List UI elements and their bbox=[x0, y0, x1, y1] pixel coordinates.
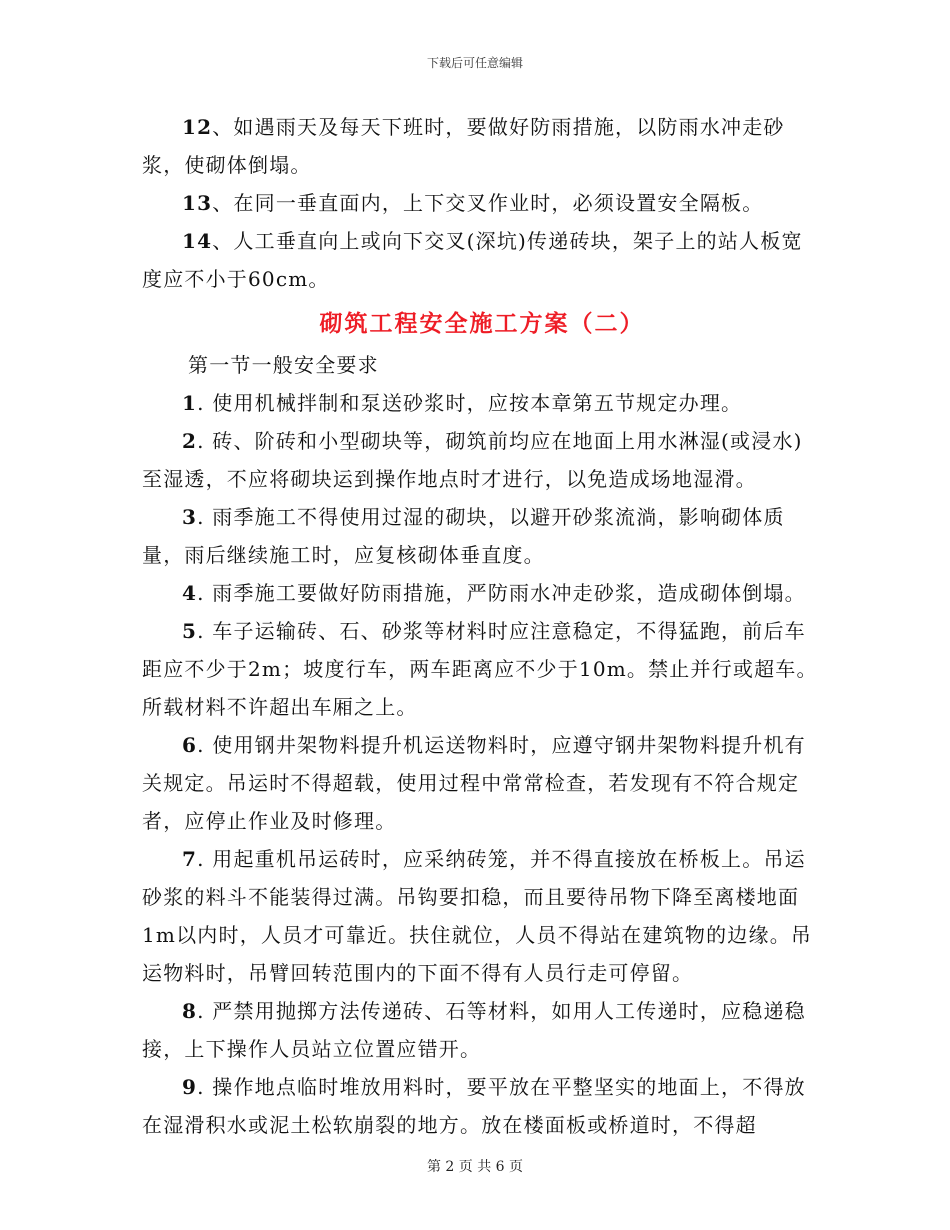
paragraph-12 bbox=[142, 108, 822, 184]
item-text: . 严禁用抛掷方法传递砖、石等材料，如用人工传递时，应稳递稳接，上下操作人员站立位置应错开。 bbox=[142, 999, 806, 1061]
item-text: 、在同一垂直面内，上下交叉作业时，必须设置安全隔板。 bbox=[212, 191, 764, 215]
item-number: 2 bbox=[182, 429, 198, 453]
list-item-2 bbox=[142, 422, 822, 498]
item-text: 、如遇雨天及每天下班时，要做好防雨措施，以防雨水冲走砂浆，使砌体倒塌。 bbox=[142, 115, 785, 177]
list-item-7 bbox=[142, 840, 822, 992]
list-item-6 bbox=[142, 726, 822, 840]
paragraph-14 bbox=[142, 222, 822, 298]
item-number: 12 bbox=[182, 115, 213, 139]
item-number: 9 bbox=[182, 1075, 198, 1099]
list-item-1 bbox=[142, 384, 822, 422]
list-item-5 bbox=[142, 612, 822, 726]
item-number: 5 bbox=[182, 619, 198, 643]
item-text: . 砖、阶砖和小型砌块等，砌筑前均应在地面上用水淋湿(或浸水)至湿透，不应将砌块运到操作地点时才进行，以免造成场地湿滑。 bbox=[142, 429, 803, 491]
item-number: 7 bbox=[182, 847, 198, 871]
item-number: 8 bbox=[182, 999, 198, 1023]
page-number: 第 2 页 共 6 页 bbox=[426, 1159, 524, 1175]
page-header-note: 下载后可任意编辑 bbox=[426, 56, 523, 70]
item-text: . 雨季施工要做好防雨措施，严防雨水冲走砂浆，造成砌体倒塌。 bbox=[197, 581, 806, 605]
item-number: 13 bbox=[182, 191, 213, 215]
item-text: 、人工垂直向上或向下交叉(深坑)传递砖块，架子上的站人板宽度应不小于60cm。 bbox=[142, 229, 803, 291]
item-number: 3 bbox=[182, 505, 198, 529]
list-item-8 bbox=[142, 992, 822, 1068]
document-body bbox=[142, 108, 822, 1144]
item-text: . 使用钢井架物料提升机运送物料时，应遵守钢井架物料提升机有关规定。吊运时不得超载，使用过程中常常检查，若发现有不符合规定者，应停止作业及时修理。 bbox=[142, 733, 806, 833]
list-item-9 bbox=[142, 1068, 822, 1144]
item-text: . 操作地点临时堆放用料时，要平放在平整坚实的地面上，不得放在湿滑积水或泥土松软崩裂的地方。放在楼面板或桥道时，不得超 bbox=[142, 1075, 806, 1137]
document-title: 砌筑工程安全施工方案（二） bbox=[319, 310, 645, 337]
list-item-4 bbox=[142, 574, 822, 612]
item-text: . 车子运输砖、石、砂浆等材料时应注意稳定，不得猛跑，前后车距应不少于2m；坡度行车，两车距离应不少于10m。禁止并行或超车。所载材料不许超出车厢之上。 bbox=[142, 619, 818, 719]
item-text: . 使用机械拌制和泵送砂浆时，应按本章第五节规定办理。 bbox=[197, 391, 743, 415]
item-number: 1 bbox=[182, 391, 198, 415]
section-title: 第一节一般安全要求 bbox=[188, 353, 379, 377]
item-number: 14 bbox=[182, 229, 213, 253]
item-number: 6 bbox=[182, 733, 198, 757]
item-text: . 雨季施工不得使用过湿的砌块，以避开砂浆流淌，影响砌体质量，雨后继续施工时，应复核砌体垂直度。 bbox=[142, 505, 785, 567]
item-text: . 用起重机吊运砖时，应采纳砖笼，并不得直接放在桥板上。吊运砂浆的料斗不能装得过满。吊钩要扣稳，而且要待吊物下降至离楼地面1m以内时，人员才可靠近。扶住就位，人员不得站在建筑物的边缘。吊运物料时，吊臂回转范围内的下面不得有人员行走可停留。 bbox=[142, 847, 813, 985]
paragraph-13 bbox=[142, 184, 822, 222]
list-item-3 bbox=[142, 498, 822, 574]
item-number: 4 bbox=[182, 581, 198, 605]
